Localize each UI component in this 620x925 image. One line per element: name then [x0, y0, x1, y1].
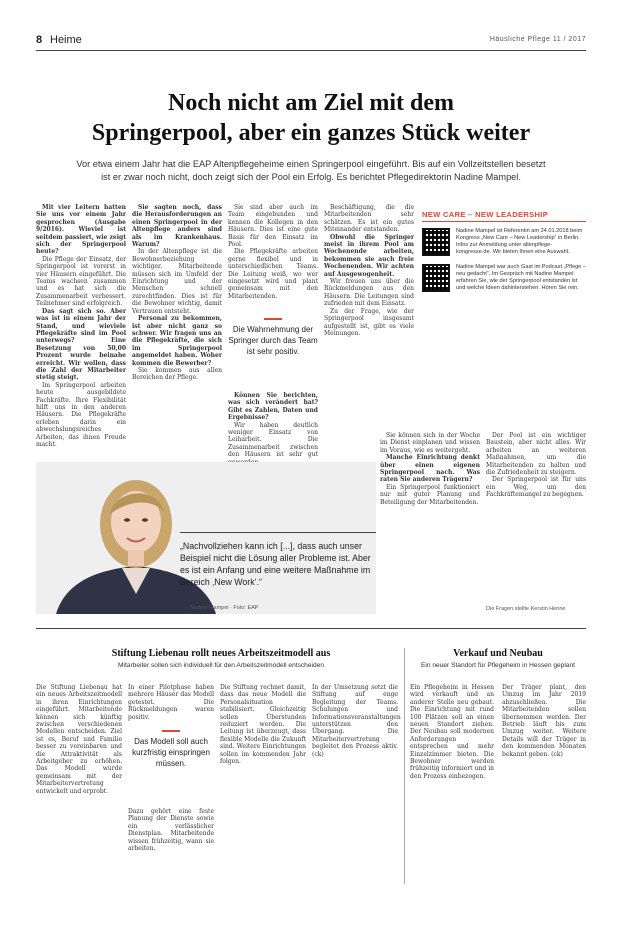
paragraph: Mit vier Leitern hatten Sie uns vor einem Jahr gesprochen (Ausgabe 9/2016). Wieviel ist seitdem passiert, wie zeigt sich der Springerpool heute?: [36, 204, 126, 256]
pull-quote: Die Wahrnehmung der Springer durch das Team ist sehr positiv.: [228, 318, 318, 357]
running-head: [36, 34, 586, 51]
paragraph: Die Pflegekräfte arbeiten gerne flexibel und in unterschiedlichen Teams. Die Leitung weiß, wo wer eingesetzt wird und plant gemeinsam mit den Mitarbeitenden.: [228, 248, 318, 300]
sidebox-title: NEW CARE – NEW LEADERSHIP: [422, 210, 586, 222]
article-column-2: [132, 204, 222, 460]
sidebox-item-1: Nadine Mampel ist Referentin am 24.01.2018 beim Kongress „New Care – New Leadership“ in Berlin. Infos zur Anmeldung unter altenpflege-kongresse.de. Wir bieten Ihnen eine Auswahl.: [456, 228, 583, 255]
paragraph: Manche Einrichtung denkt über einen eigenen Springerpool nach. Was raten Sie anderen Trägern?: [380, 454, 480, 484]
article-column-4: [324, 204, 414, 460]
page-number: 8: [36, 34, 43, 46]
article-column-3: [228, 204, 318, 304]
article3-column-2: Der Träger plant, den Umzug im Jahr 2019 abzuschließen. Die Mitarbeitenden sollen übernommen werden. Der Betrieb läuft bis zum Umzug weiter. Weitere Details will der Träger in den kommenden Monaten bekannt geben. (ck): [502, 684, 586, 758]
pull-quote-bar: [264, 318, 282, 320]
article2-pull-quote: Das Modell soll auch kurzfristig einspringen müssen.: [128, 730, 214, 769]
paragraph: Beschäftigung, die die Mitarbeitenden sehr schätzen. Es ist ein gutes Miteinander entstanden.: [324, 204, 414, 234]
article-column-1: [36, 204, 126, 460]
sidebox-item-2: Nadine Mampel war auch Gast im Podcast „Pflege – neu gedacht“. Im Gespräch mit Nadine Mampel erfahren Sie, wie der Springerpool entstanden ist und welche Ideen dahinterstehen. Hören Sie rein.: [456, 264, 586, 291]
paragraph: Sie kommen aus allen Bereichen der Pflege.: [132, 366, 222, 382]
paragraph: Können Sie berichten, was sich verändert hat? Gibt es Zahlen, Daten und Ergebnisse?: [228, 392, 318, 422]
paragraph: Das sagt sich so. Aber was ist in einem Jahr der Stand, und wieviele Pflegekräfte sind im Pool unterwegs? Eine Besetzung von 50,00 Prozent wurde beinahe erreicht. Wir wollen, dass die Zahl der Mitarbeiter stetig steigt.: [36, 307, 126, 382]
article2-column-1: Die Stiftung Liebenau hat ein neues Arbeitszeitmodell in ihren Einrichtungen eingeführt. Mitarbeitende können sich künftig zwischen verschiedenen Modellen entscheiden. Ziel ist es, Beruf und Familie besser zu vereinbaren und die Attraktivität als Arbeitgeber zu erhöhen. Das Modell wurde gemeinsam mit der Mitarbeitervertretung entwickelt und erprobt.: [36, 684, 122, 795]
article-column-3b: [228, 392, 318, 460]
qr-code-icon[interactable]: [422, 264, 450, 292]
paragraph: Sie können sich in der Woche im Dienst einplanen und wissen im Voraus, wie es weitergeht.: [380, 432, 480, 454]
article2-column-4: In der Umsetzung setzt die Stiftung auf enge Begleitung der Teams. Schulungen und Informationsveranstaltungen unterstützen den Übergang. Die Mitarbeitervertretung begleitet den Prozess aktiv. (ck): [312, 684, 401, 758]
paragraph: Der Pool ist ein wichtiger Baustein, aber nicht alles. Wir arbeiten an weiteren Maßnahmen, um die Mitarbeitenden zu halten und die Zufriedenheit zu steigern.: [486, 432, 586, 477]
photo-caption: Nadine Mampel · Foto: EAP: [190, 605, 259, 611]
main-headline: Noch nicht am Ziel mit dem Springerpool, aber ein ganzes Stück weiter: [91, 90, 531, 146]
portrait-illustration: [36, 462, 376, 614]
paragraph: Ein Springerpool funktioniert nur mit guter Planung und Beteiligung der Mitarbeitenden.: [380, 483, 480, 506]
paragraph: Sie sagten noch, dass die Herausforderungen an einen Springerpool in der Altenpflege anders sind als im Krankenhaus. Warum?: [132, 204, 222, 249]
interview-credit: Die Fragen stellte Kerstin Henne: [486, 606, 566, 612]
quote-rule-top: [180, 532, 376, 533]
lede: Vor etwa einem Jahr hat die EAP Altenpflegeheime einen Springerpool eingeführt. Bis auf ein Vollzeitstellen besetzt ist er zwar noch nicht, doch zeigt sich der Pool ein Erfolg. Es berichtet Pflegedirektorin Nadine Mampel.: [76, 159, 546, 182]
paragraph: Zu der Frage, wie der Springerpool insgesamt aufgestellt ist, gibt es viele Meinungen.: [324, 307, 414, 337]
paragraph: Obwohl die Springer meist in ihrem Pool am Wochenende arbeiten, bekommen sie auch freie Wochenenden. Wir achten auf Ausgewogenheit.: [324, 233, 414, 278]
article2-subhead: Mitarbeiter sollen sich individuell für den Arbeitszeitmodell entscheiden: [118, 662, 324, 669]
masthead: Häusliche Pflege 11 / 2017: [489, 36, 586, 43]
article2-column-3: Die Stiftung rechnet damit, dass das neue Modell die Personalsituation stabilisiert. Gleichzeitig sollen Überstunden reduziert werden. Die Leitung ist überzeugt, dass flexible Modelle die Zukunft sind. Weitere Einrichtungen sollen im kommenden Jahr folgen.: [220, 684, 306, 766]
article3-headline: Verkauf und Neubau: [453, 648, 543, 659]
paragraph: Wir freuen uns über die Rückmeldungen aus den Häusern. Die Leitungen sind zufrieden mit dem Einsatz.: [324, 278, 414, 308]
qr-code-icon[interactable]: [422, 228, 450, 256]
paragraph: In der Altenpflege ist die Bewohnerbeziehung wichtiger. Mitarbeitende müssen sich im Umfeld der Einrichtung und der Menschen schnell zurechtfinden. Dies ist für die Bewohner wichtig, damit Vertrauen entsteht.: [132, 248, 222, 315]
article-column-6: [486, 432, 586, 600]
article2-headline: Stiftung Liebenau rollt neues Arbeitszeitmodell aus: [111, 648, 331, 659]
section-name: Heime: [50, 34, 82, 46]
quote-text: „Nachvollziehen kann ich [...], dass auch unser Beispiel nicht die Lösung aller Probleme ist. Aber es ist ein Anfang und eine weitere Maßnahme im Bereich ‚New Work‘.“: [180, 541, 371, 587]
section-divider: [36, 628, 586, 629]
paragraph: Wir haben deutlich weniger Einsatz von Leiharbeit. Die Zusammenarbeit zwischen den Häusern ist sehr gut: [228, 421, 318, 459]
paragraph: Personal zu bekommen, ist aber nicht ganz so schwer. Wir fragen uns an die Pflegekräfte, die sich im Springerpool angemeldet haben. Woher kommen die Bewerber?: [132, 315, 222, 367]
article3-subhead: Ein neuer Standort für Pflegeheim in Hessen geplant: [421, 662, 575, 669]
paragraph: Der Springerpool ist für uns ein Weg, um den Fachkräftemangel zu begegnen.: [486, 476, 586, 499]
article-column-5: [380, 432, 480, 600]
pull-quote-bar: [162, 730, 180, 732]
paragraph: Im Springerpool arbeiten heute ausgebildete Fachkräfte. Ihre Flexibilität hilft uns in den anderen Häusern. Die Pflegekräfte erleben darin ein abwechslungsreiches Arbeiten, das ihnen Freude macht.: [36, 381, 126, 448]
column-divider: [404, 648, 405, 884]
sidebox: [422, 210, 586, 292]
paragraph: Sie sind aber auch im Team eingebunden und kennen die Kollegen in den Häusern. Dies ist eine gute Basis für den Einsatz im Pool.: [228, 204, 318, 249]
article2-column-2: In einer Pilotphase haben mehrere Häuser das Modell getestet. Die Rückmeldungen waren positiv.: [128, 684, 214, 721]
portrait-photo: [36, 462, 376, 614]
article2-column-2b: Dazu gehört eine feste Planung der Dienste sowie ein verlässlicher Dienstplan. Mitarbeitende wissen frühzeitig, wann sie arbeiten.: [128, 808, 214, 853]
paragraph: Die Pflege der Einsatz, der Springerpool ist vorerst in vier Häusern eingeführt. Die Teams wachsen zusammen und es hat sich die Zusammenarbeit verbessert. Teilnehmer sind erfolgreich.: [36, 255, 126, 308]
article3-column-1: Ein Pflegeheim in Hessen wird verkauft und an anderer Stelle neu gebaut. Die Einrichtung mit rund 100 Plätzen soll an einen neuen Standort ziehen. Der Neubau soll modernen Anforderungen entsprechen und mehr Einzelzimmer bieten. Die Bewohner werden frühzeitig informiert und in den Prozess einbezogen.: [410, 684, 494, 780]
